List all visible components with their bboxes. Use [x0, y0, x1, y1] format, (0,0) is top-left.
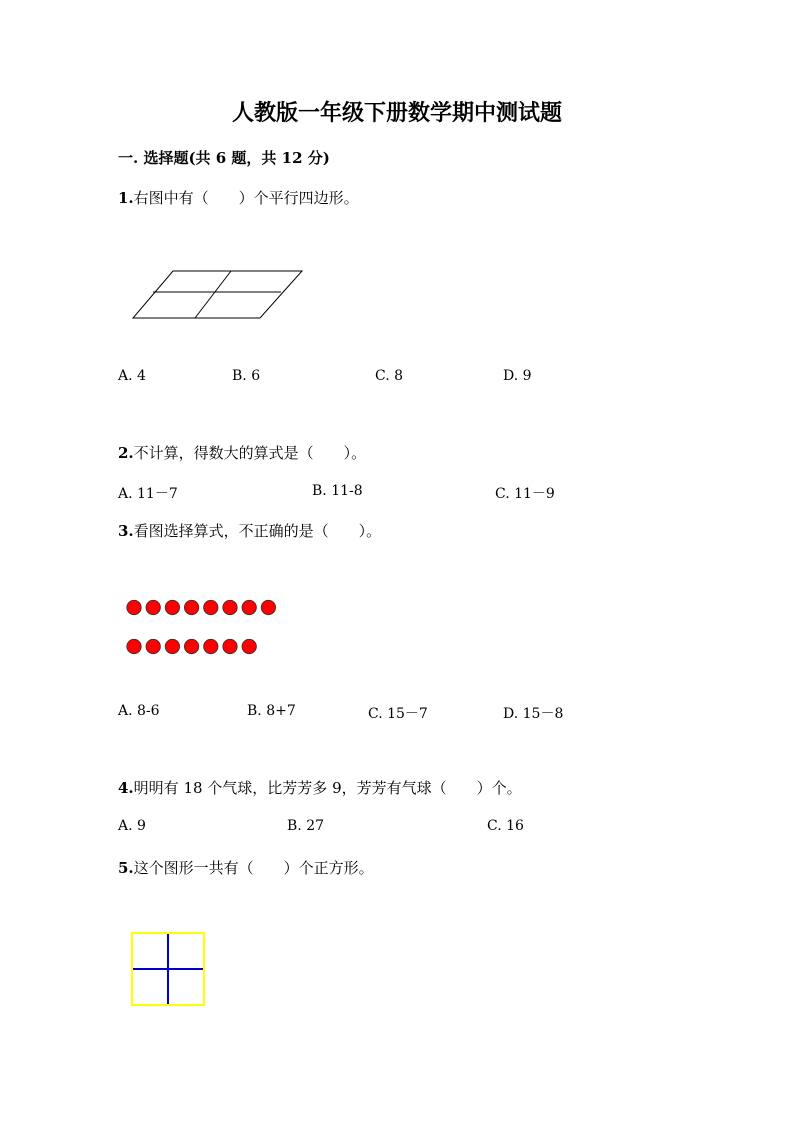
q3-option-d[interactable]: D. 15－8 [503, 706, 564, 722]
q2-option-a[interactable]: A. 11－7 [118, 486, 178, 502]
q1-option-c[interactable]: C. 8 [375, 368, 404, 384]
red-dot [127, 639, 141, 653]
question-3-text: 看图选择算式，不正确的是（ ）。 [133, 522, 382, 540]
red-dot [242, 600, 256, 614]
parallelogram-midline-slanted [195, 271, 231, 318]
red-dot [184, 600, 198, 614]
parallelogram-outline [133, 271, 302, 318]
q4-option-b[interactable]: B. 27 [287, 818, 325, 834]
red-dot [223, 600, 237, 614]
square-figure [131, 932, 205, 1006]
red-dot [223, 639, 237, 653]
red-dot [204, 639, 218, 653]
question-4-number: 4. [118, 779, 134, 797]
question-5-text: 这个图形一共有（ ）个正方形。 [133, 859, 374, 877]
red-dot [146, 600, 160, 614]
q1-option-d[interactable]: D. 9 [503, 368, 532, 384]
red-dot [261, 600, 275, 614]
question-2-text: 不计算，得数大的算式是（ ）。 [133, 444, 367, 462]
question-3 [118, 520, 381, 541]
red-dot [165, 639, 179, 653]
q1-option-a[interactable]: A. 4 [118, 368, 146, 384]
q1-option-b[interactable]: B. 6 [232, 368, 261, 384]
page-title: 人教版一年级下册数学期中测试题 [231, 100, 562, 126]
question-3-number: 3. [118, 522, 134, 540]
question-1 [118, 187, 359, 208]
question-1-number: 1. [118, 189, 134, 207]
question-1-text: 右图中有（ ）个平行四边形。 [133, 189, 359, 207]
red-dot [184, 639, 198, 653]
red-dot [242, 639, 256, 653]
red-dot [204, 600, 218, 614]
question-2 [118, 442, 366, 463]
q4-option-a[interactable]: A. 9 [118, 818, 146, 834]
q3-option-c[interactable]: C. 15－7 [368, 706, 428, 722]
question-2-number: 2. [118, 444, 134, 462]
red-dot [146, 639, 160, 653]
parallelogram-figure [130, 268, 310, 322]
q2-option-c[interactable]: C. 11－9 [495, 486, 555, 502]
q4-option-c[interactable]: C. 16 [487, 818, 524, 834]
red-dot [165, 600, 179, 614]
red-dots-figure [120, 595, 290, 659]
q2-option-b[interactable]: B. 11-8 [312, 483, 363, 499]
section-heading: 一. 选择题(共 6 题，共 12 分) [118, 149, 330, 167]
question-5-number: 5. [118, 859, 134, 877]
q3-option-a[interactable]: A. 8-6 [118, 703, 160, 719]
question-4 [118, 777, 522, 798]
question-4-text: 明明有 18 个气球，比芳芳多 9，芳芳有气球（ ）个。 [133, 779, 522, 797]
red-dot [127, 600, 141, 614]
question-5 [118, 857, 374, 878]
q3-option-b[interactable]: B. 8+7 [247, 703, 296, 719]
